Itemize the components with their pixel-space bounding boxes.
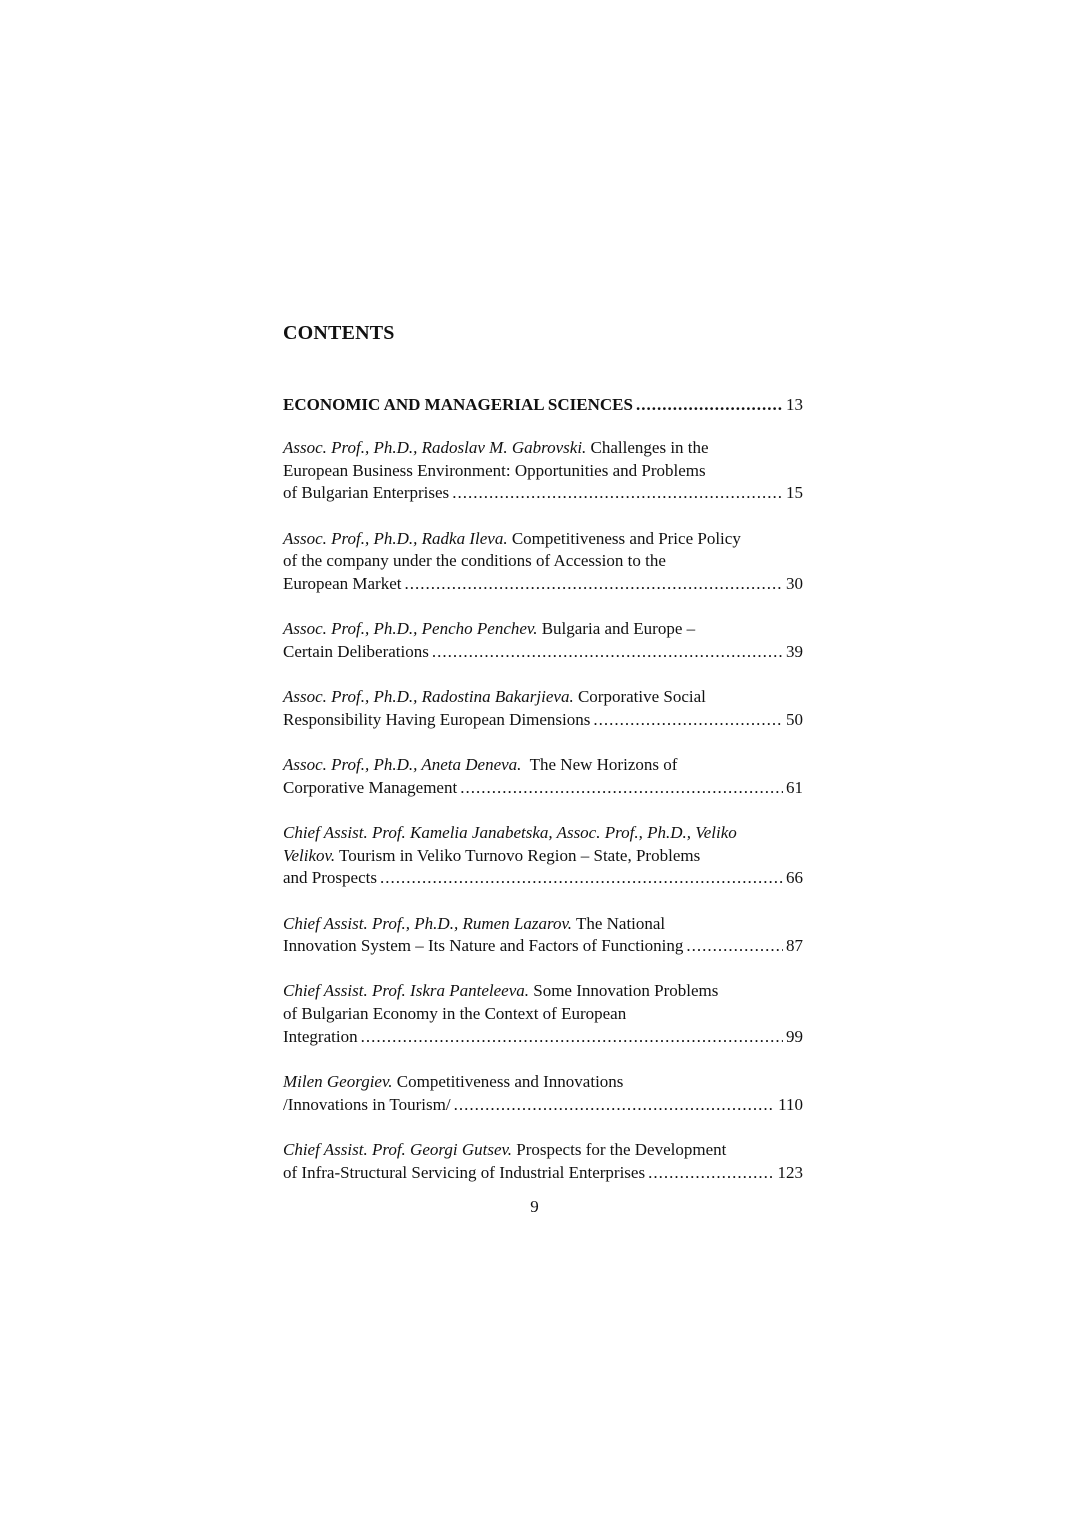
leader-dots <box>361 1026 783 1049</box>
entry-author: Chief Assist. Prof. Iskra Panteleeva. <box>283 981 529 1001</box>
toc-entry <box>283 528 803 596</box>
entry-author: Chief Assist. Prof., Ph.D., Rumen Lazarov. <box>283 913 572 933</box>
entry-first-line <box>283 618 803 641</box>
entry-author: Assoc. Prof., Ph.D., Radka Ileva. <box>283 528 508 548</box>
entry-last-line <box>283 867 803 890</box>
entry-page: 39 <box>786 641 803 661</box>
page-number: 9 <box>530 1197 539 1216</box>
entry-title-part: The New Horizons of <box>521 755 678 775</box>
entry-title-part: Corporative Social <box>573 687 706 707</box>
entry-title-end: Corporative Management <box>283 777 458 797</box>
toc-entry <box>283 754 803 799</box>
entry-last-line <box>283 573 803 596</box>
entry-last-line <box>283 935 803 958</box>
entry-title-line: European Business Environment: Opportunities and Problems <box>283 460 706 480</box>
entry-page: 87 <box>786 936 803 956</box>
entry-title-end: and Prospects <box>283 868 377 888</box>
entry-page: 66 <box>786 868 803 888</box>
entry-title-end: Integration <box>283 1026 358 1046</box>
entry-author: Milen Georgiev. <box>283 1072 393 1092</box>
entry-last-line <box>283 777 803 800</box>
entry-author: Assoc. Prof., Ph.D., Radostina Bakarjieva. <box>283 687 574 707</box>
entry-title-part: Competitiveness and Innovations <box>392 1072 624 1092</box>
entry-last-line <box>283 482 803 505</box>
leader-dots <box>454 1094 776 1117</box>
leader-dots <box>460 777 783 800</box>
leader-dots <box>452 482 783 505</box>
entry-second-line <box>283 845 803 868</box>
entry-first-line <box>283 822 803 845</box>
entry-title-end: Certain Deliberations <box>283 641 429 661</box>
entry-title-end: of Infra-Structural Servicing of Industrial Enterprises <box>283 1162 646 1182</box>
entry-author: Assoc. Prof., Ph.D., Aneta Deneva. <box>283 755 522 775</box>
entry-title-end: Responsibility Having European Dimensions <box>283 709 591 729</box>
toc-entry <box>283 618 803 663</box>
leader-dots <box>432 641 783 664</box>
entry-first-line <box>283 980 803 1003</box>
entry-title-part: Tourism in Veliko Turnovo Region – State, Problems <box>335 845 701 865</box>
leader-dots <box>404 573 783 596</box>
entry-title-end: Innovation System – Its Nature and Factors of Functioning <box>283 936 684 956</box>
entry-first-line <box>283 528 803 551</box>
entry-author: Chief Assist. Prof. Kamelia Janabetska, Assoc. Prof., Ph.D., Veliko <box>283 822 737 842</box>
entry-title-end: European Market <box>283 574 402 594</box>
entry-title-line: of Bulgarian Economy in the Context of European <box>283 1004 627 1024</box>
entry-title-part: Competitiveness and Price Policy <box>507 528 741 548</box>
toc-entry <box>283 822 803 890</box>
entry-first-line <box>283 437 803 460</box>
entry-author: Chief Assist. Prof. Georgi Gutsev. <box>283 1139 513 1159</box>
toc-entry <box>283 980 803 1048</box>
section-label: ECONOMIC AND MANAGERIAL SCIENCES <box>283 395 633 414</box>
section-page: 13 <box>786 395 803 414</box>
leader-dots <box>648 1162 774 1185</box>
entry-title-part: Bulgaria and Europe – <box>537 619 696 639</box>
leader-dots <box>380 867 783 890</box>
leader-dots <box>593 709 783 732</box>
entry-title-part: The National <box>572 913 666 933</box>
entry-title-part: Some Innovation Problems <box>529 981 719 1001</box>
toc-entry <box>283 437 803 505</box>
contents-page <box>283 0 803 1528</box>
entry-title-line: of the company under the conditions of Accession to the <box>283 551 666 571</box>
entry-author: Assoc. Prof., Ph.D., Radoslav M. Gabrovski. <box>283 438 587 457</box>
entry-page: 61 <box>786 777 803 797</box>
entry-page: 123 <box>777 1162 803 1182</box>
entry-last-line <box>283 1026 803 1049</box>
entry-last-line <box>283 1162 803 1185</box>
leader-dots <box>636 393 783 416</box>
entry-author: Assoc. Prof., Ph.D., Pencho Penchev. <box>283 619 538 639</box>
entry-title-part: Challenges in the <box>586 438 709 457</box>
entry-first-line <box>283 1139 803 1162</box>
entry-author-cont: Velikov. <box>283 845 336 865</box>
entry-title-part: Prospects for the Development <box>512 1139 727 1159</box>
toc-entries <box>283 437 803 1207</box>
entry-last-line <box>283 1094 803 1117</box>
entry-last-line <box>283 709 803 732</box>
entry-title-end: /Innovations in Tourism/ <box>283 1094 451 1114</box>
section-heading <box>283 393 803 416</box>
entry-page: 50 <box>786 709 803 729</box>
entry-first-line <box>283 754 803 777</box>
entry-page: 110 <box>778 1094 803 1114</box>
page-title: CONTENTS <box>283 322 395 344</box>
entry-first-line <box>283 686 803 709</box>
toc-entry <box>283 913 803 958</box>
entry-page: 99 <box>786 1026 803 1046</box>
toc-entry <box>283 686 803 731</box>
toc-entry <box>283 1139 803 1184</box>
entry-last-line <box>283 641 803 664</box>
entry-first-line <box>283 913 803 936</box>
entry-first-line <box>283 1071 803 1094</box>
leader-dots <box>686 935 783 958</box>
entry-page: 30 <box>786 574 803 594</box>
entry-title-end: of Bulgarian Enterprises <box>283 483 450 503</box>
entry-page: 15 <box>786 483 803 503</box>
toc-entry <box>283 1071 803 1116</box>
